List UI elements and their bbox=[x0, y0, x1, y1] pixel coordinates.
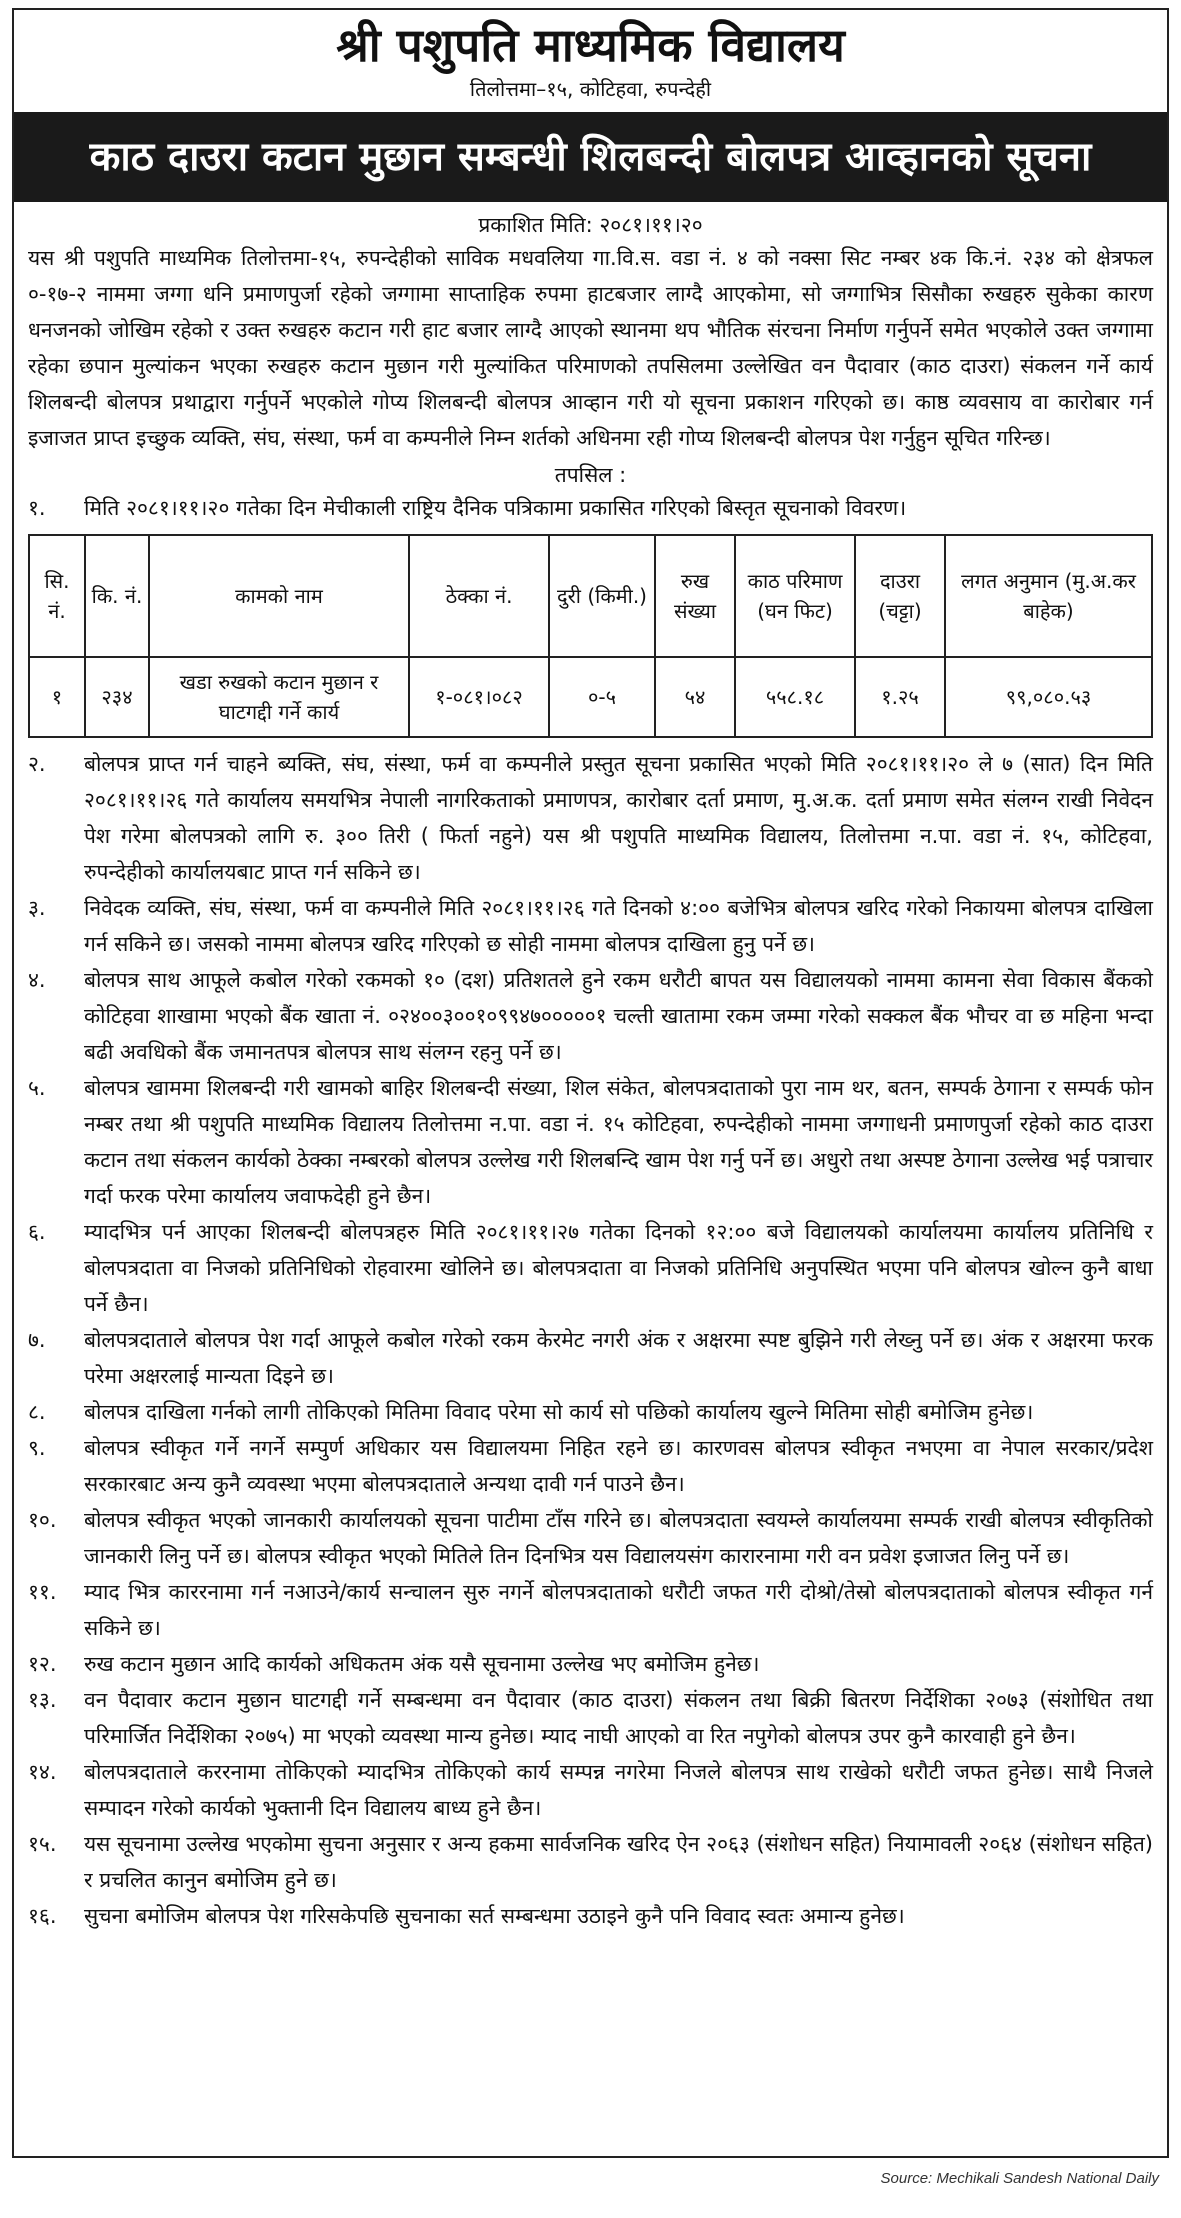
table-row bbox=[29, 657, 1152, 737]
clause-item bbox=[14, 746, 1167, 890]
clause-number: ४. bbox=[28, 968, 46, 992]
clause-item bbox=[14, 1502, 1167, 1574]
publication-date: प्रकाशित मिति: २०८१।११।२० bbox=[478, 213, 703, 237]
clause-item bbox=[14, 1826, 1167, 1898]
clause-text: बोलपत्र साथ आफूले कबोल गरेको रकमको १० (दश) प्रतिशतले हुने रकम धरौटी बापत यस विद्यालयको नाममा कामना सेवा विकास बैंकको कोटिहवा शाखामा भएको बैंक खाता नं. ०२४००३००१०९९४७०००००१ चल्ती खातामा रकम जम्मा गरेको सक्कल बैंक भौचर वा छ महिना भन्दा बढी अवधिको बैंक जमानतपत्र बोलपत्र साथ संलग्न रहनु पर्ने छ। bbox=[84, 968, 1153, 1064]
table-cell: ५५८.१८ bbox=[735, 657, 855, 737]
clause-item bbox=[14, 1070, 1167, 1214]
clause-item bbox=[14, 1754, 1167, 1826]
table-cell: खडा रुखको कटान मुछान र घाटगद्दी गर्ने कार्य bbox=[149, 657, 409, 737]
clause-number: ११. bbox=[28, 1580, 57, 1604]
clause-text: बोलपत्रदाताले बोलपत्र पेश गर्दा आफूले कबोल गरेको रकम केरमेट नगरी अंक र अक्षरमा स्पष्ट बुझिने गरी लेख्नु पर्ने छ। अंक र अक्षरमा फरक परेमा अक्षरलाई मान्यता दिइने छ। bbox=[84, 1328, 1153, 1388]
table-cell: १.२५ bbox=[855, 657, 945, 737]
source-credit: Source: Mechikali Sandesh National Daily bbox=[880, 2170, 1159, 2187]
table-header-cell: लगत अनुमान (मु.अ.कर बाहेक) bbox=[945, 535, 1152, 657]
table-cell: ९९,०८०.५३ bbox=[945, 657, 1152, 737]
table-header-cell: ठेक्का नं. bbox=[409, 535, 549, 657]
clause-text: सुचना बमोजिम बोलपत्र पेश गरिसकेपछि सुचनाका सर्त सम्बन्धमा उठाइने कुनै पनि विवाद स्वतः अमान्य हुनेछ। bbox=[84, 1904, 905, 1928]
clause-text: निवेदक व्यक्ति, संघ, संस्था, फर्म वा कम्पनीले मिति २०८१।११।२६ गते दिनको ४:०० बजेभित्र बोलपत्र खरिद गरेको निकायमा बोलपत्र दाखिला गर्न सकिने छ। जसको नाममा बोलपत्र खरिद गरिएको छ सोही नाममा बोलपत्र दाखिला हुनु पर्ने छ। bbox=[84, 896, 1153, 956]
clause-text: बोलपत्र स्वीकृत भएको जानकारी कार्यालयको सूचना पाटीमा टाँस गरिने छ। बोलपत्रदाता स्वयम्ले कार्यालयमा सम्पर्क राखी बोलपत्र स्वीकृतिको जानकारी लिनु पर्ने छ। बोलपत्र स्वीकृत भएको मितिले तिन दिनभित्र यस विद्यालयसंग कारारनामा गरी वन प्रवेश इजाजत लिनु पर्ने छ। bbox=[84, 1508, 1153, 1568]
table-header-cell: रुख संख्या bbox=[655, 535, 735, 657]
clause-text: बोलपत्रदाताले कररनामा तोकिएको म्यादभित्र तोकिएको कार्य सम्पन्न नगरेमा निजले बोलपत्र साथ राखेको धरौटी जफत हुनेछ। साथै निजले सम्पादन गरेको कार्यको भुक्तानी दिन विद्यालय बाध्य हुने छैन। bbox=[84, 1760, 1153, 1820]
clause-text: मिति २०८१।११।२० गतेका दिन मेचीकाली राष्ट्रिय दैनिक पत्रिकामा प्रकासित गरिएको बिस्तृत सूचनाको विवरण। bbox=[84, 496, 907, 520]
clause-item bbox=[14, 1682, 1167, 1754]
clause-number: ३. bbox=[28, 896, 46, 920]
clause-text: वन पैदावार कटान मुछान घाटगद्दी गर्ने सम्बन्धमा वन पैदावार (काठ दाउरा) संकलन तथा बिक्री बितरण निर्देशिका २०७३ (संशोधित तथा परिमार्जित निर्देशिका २०७५) मा भएको व्यवस्था मान्य हुनेछ। म्याद नाघी आएको वा रित नपुगेको बोलपत्र उपर कुनै कारवाही हुने छैन। bbox=[84, 1688, 1153, 1748]
clause-list bbox=[14, 746, 1167, 1934]
clause-item bbox=[14, 1646, 1167, 1682]
clause-number: २. bbox=[28, 752, 46, 776]
clause-text: यस सूचनामा उल्लेख भएकोमा सुचना अनुसार र अन्य हकमा सार्वजनिक खरिद ऐन २०६३ (संशोधन सहित) नियामावली २०६४ (संशोधन सहित) र प्रचलित कानुन बमोजिम हुने छ। bbox=[84, 1832, 1153, 1892]
clause-text: म्यादभित्र पर्न आएका शिलबन्दी बोलपत्रहरु मिति २०८१।११।२७ गतेका दिनको १२:०० बजे विद्यालयको कार्यालयमा कार्यालय प्रतिनिधि र बोलपत्रदाता वा निजको प्रतिनिधिको रोहवारमा खोलिने छ। बोलपत्रदाता वा निजको प्रतिनिधि अनुपस्थित भएमा पनि बोलपत्र खोल्न कुनै बाधा पर्ने छैन। bbox=[84, 1220, 1153, 1316]
clause-item bbox=[14, 1214, 1167, 1322]
table-header-cell: कामको नाम bbox=[149, 535, 409, 657]
clause-text: बोलपत्र स्वीकृत गर्ने नगर्ने सम्पुर्ण अधिकार यस विद्यालयमा निहित रहने छ। कारणवस बोलपत्र स्वीकृत नभएमा वा नेपाल सरकार/प्रदेश सरकारबाट अन्य कुनै व्यवस्था भएमा बोलपत्रदाताले अन्यथा दावी गर्न पाउने छैन। bbox=[84, 1436, 1153, 1496]
clause-number: १४. bbox=[28, 1760, 57, 1784]
clause-item bbox=[14, 1430, 1167, 1502]
clause-text: रुख कटान मुछान आदि कार्यको अधिकतम अंक यसै सूचनामा उल्लेख भए बमोजिम हुनेछ। bbox=[84, 1652, 760, 1676]
table-cell: १ bbox=[29, 657, 85, 737]
clause-number: १६. bbox=[28, 1904, 57, 1928]
clause-number: १३. bbox=[28, 1688, 57, 1712]
clause-number: ८. bbox=[28, 1400, 46, 1424]
clause-item bbox=[14, 1394, 1167, 1430]
clause-number: ६. bbox=[28, 1220, 46, 1244]
clause-number: १२. bbox=[28, 1652, 57, 1676]
clause-item bbox=[14, 1574, 1167, 1646]
clause-item bbox=[14, 490, 1167, 526]
table-header-cell: कि. नं. bbox=[85, 535, 149, 657]
intro-paragraph: यस श्री पशुपति माध्यमिक तिलोत्तमा-१५, रुपन्देहीको साविक मधवलिया गा.वि.स. वडा नं. ४ को नक्सा सिट नम्बर ४क कि.नं. २३४ को क्षेत्रफल ०-१७-२ नाममा जग्गा धनि प्रमाणपुर्जा रहेको जग्गामा साप्ताहिक रुपमा हाटबजार लाग्दै आएकोमा, सो जग्गाभित्र सिसौका रुखहरु सुकेका कारण धनजनको जोखिम रहेको र उक्त रुखहरु कटान गरी हाट बजार लाग्दै आएको स्थानमा थप भौतिक संरचना निर्माण गर्नुपर्ने समेत भएकोले उक्त जग्गामा रहेका छपान मुल्यांकन भएका रुखहरु कटान मुछान गरी मुल्यांकित परिमाणको तपसिलमा उल्लेखित वन पैदावार (काठ दाउरा) संकलन गर्ने कार्य शिलबन्दी बोलपत्र प्रथाद्वारा गर्नुपर्ने भएकोले गोप्य शिलबन्दी बोलपत्र आव्हान गरी यो सूचना प्रकाशन गरिएको छ। काष्ठ व्यवसाय वा कारोबार गर्न इजाजत प्राप्त इच्छुक व्यक्ति, संघ, संस्था, फर्म वा कम्पनीले निम्न शर्तको अधिनमा रही गोप्य शिलबन्दी बोलपत्र पेश गर्नुहुन सूचित गरिन्छ। bbox=[28, 246, 1153, 450]
table-header-cell: काठ परिमाण (घन फिट) bbox=[735, 535, 855, 657]
table-header-row bbox=[29, 535, 1152, 657]
notice-page bbox=[12, 8, 1169, 2158]
details-table bbox=[28, 534, 1153, 738]
clause-number: १. bbox=[28, 496, 46, 520]
table-cell: ०-५ bbox=[549, 657, 655, 737]
table-header-cell: दुरी (किमी.) bbox=[549, 535, 655, 657]
clause-item bbox=[14, 962, 1167, 1070]
table-header-cell: सि. नं. bbox=[29, 535, 85, 657]
clause-number: १०. bbox=[28, 1508, 57, 1532]
clause-item bbox=[14, 1322, 1167, 1394]
clause-number: ७. bbox=[28, 1328, 46, 1352]
clause-number: १५. bbox=[28, 1832, 57, 1856]
clause-item bbox=[14, 1898, 1167, 1934]
table-header-cell: दाउरा (चट्टा) bbox=[855, 535, 945, 657]
school-name: श्री पशुपति माध्यमिक विद्यालय bbox=[336, 18, 845, 72]
clause-item bbox=[14, 890, 1167, 962]
notice-title-banner: काठ दाउरा कटान मुछान सम्बन्धी शिलबन्दी बोलपत्र आव्हानको सूचना bbox=[14, 112, 1167, 202]
clause-number: ५. bbox=[28, 1076, 46, 1100]
table-cell: ५४ bbox=[655, 657, 735, 737]
table-cell: १-०८१।०८२ bbox=[409, 657, 549, 737]
clause-text: म्याद भित्र काररनामा गर्न नआउने/कार्य सन्चालन सुरु नगर्ने बोलपत्रदाताको धरौटी जफत गरी दोश्रो/तेस्रो बोलपत्रदाताको बोलपत्र स्वीकृत गर्न सकिने छ। bbox=[84, 1580, 1153, 1640]
details-heading: तपसिल : bbox=[554, 463, 627, 487]
table-cell: २३४ bbox=[85, 657, 149, 737]
clause-number: ९. bbox=[28, 1436, 46, 1460]
clause-text: बोलपत्र खाममा शिलबन्दी गरी खामको बाहिर शिलबन्दी संख्या, शिल संकेत, बोलपत्रदाताको पुरा नाम थर, बतन, सम्पर्क ठेगाना र सम्पर्क फोन नम्बर तथा श्री पशुपति माध्यमिक विद्यालय तिलोत्तमा न.पा. वडा नं. १५ कोटिहवा, रुपन्देहीको नाममा जग्गाधनी प्रमाणपुर्जा रहेको काठ दाउरा कटान तथा संकलन कार्यको ठेक्का नम्बरको बोलपत्र उल्लेख गरी शिलबन्दि खाम पेश गर्नु पर्ने छ। अधुरो तथा अस्पष्ट ठेगाना उल्लेख भई पत्राचार गर्दा फरक परेमा कार्यालय जवाफदेही हुने छैन। bbox=[84, 1076, 1153, 1208]
school-address: तिलोत्तमा–१५, कोटिहवा, रुपन्देही bbox=[469, 77, 712, 101]
clause-text: बोलपत्र प्राप्त गर्न चाहने ब्यक्ति, संघ, संस्था, फर्म वा कम्पनीले प्रस्तुत सूचना प्रकासित भएको मिति २०८१।११।२० ले ७ (सात) दिन मिति २०८१।११।२६ गते कार्यालय समयभित्र नेपाली नागरिकताको प्रमाणपत्र, कारोबार दर्ता प्रमाण, मु.अ.क. दर्ता प्रमाण समेत संलग्न राखी निवेदन पेश गरेमा बोलपत्रको लागि रु. ३०० तिरी ( फिर्ता नहुने) यस श्री पशुपति माध्यमिक विद्यालय, तिलोत्तमा न.पा. वडा नं. १५, कोटिहवा, रुपन्देहीको कार्यालयबाट प्राप्त गर्न सकिने छ। bbox=[84, 752, 1153, 884]
clause-text: बोलपत्र दाखिला गर्नको लागी तोकिएको मितिमा विवाद परेमा सो कार्य सो पछिको कार्यालय खुल्ने मितिमा सोही बमोजिम हुनेछ। bbox=[84, 1400, 1034, 1424]
